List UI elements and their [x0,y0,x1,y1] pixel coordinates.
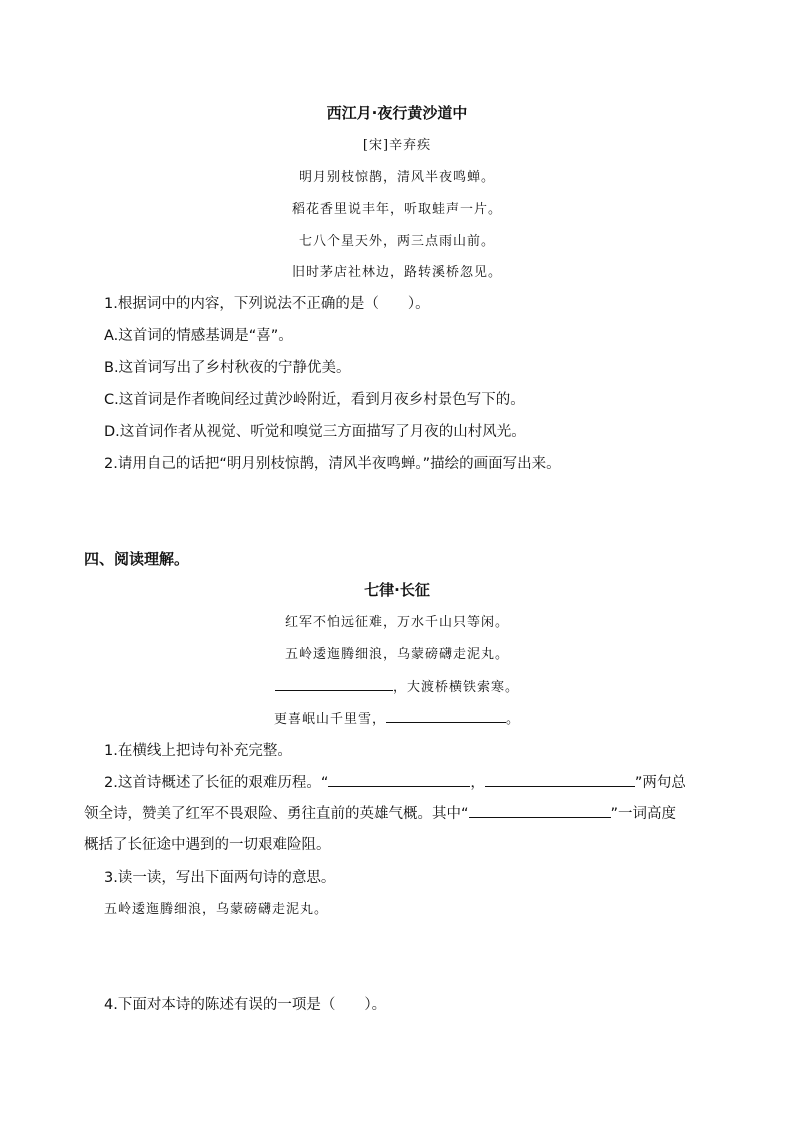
poem-title: 西江月·夜行黄沙道中 [326,104,468,122]
question-2-line-1 [104,771,686,792]
option-a: A.这首词的情感基调是“喜”。 [104,328,293,344]
poem-line: 明月别枝惊鹊，清风半夜鸣蝉。 [298,170,495,185]
poem-line: 五岭逶迤腾细浪，乌蒙磅礴走泥丸。 [284,647,509,662]
poem-line: 七八个星天外，两三点雨山前。 [298,234,495,249]
poem-line: 旧时茅店社林边，路转溪桥忽见。 [291,265,502,280]
question-text: ”两句总 [634,775,686,791]
question-2-line-2 [84,802,676,823]
option-d: D.这首词作者从视觉、听觉和嗅觉三方面描写了月夜的山村风光。 [104,424,526,440]
question-text: 2.这首诗概述了长征的艰难历程。“ [104,775,329,791]
fill-blank[interactable] [275,676,393,691]
question-text: ， [470,775,485,791]
poem-line [0,708,794,727]
fill-blank[interactable] [485,772,635,787]
poem-line [0,676,794,695]
section-heading: 四、阅读理解。 [84,550,190,568]
poem-title: 七律·长征 [364,581,430,599]
question-3: 3.读一读，写出下面两句诗的意思。 [104,870,336,886]
poem-line: 稻花香里说丰年，听取蛙声一片。 [291,202,502,217]
option-c: C.这首词是作者晚间经过黄沙岭附近，看到月夜乡村景色写下的。 [104,392,525,408]
poem-line-tail: 。 [506,712,521,727]
fill-blank[interactable] [328,772,470,787]
quoted-lines: 五岭逶迤腾细浪，乌蒙磅礴走泥丸。 [104,902,329,917]
question-4: 4.下面对本诗的陈述有误的一项是（ ）。 [104,997,387,1013]
poem-line-tail: ，大渡桥横铁索寒。 [392,680,519,695]
fill-blank[interactable] [469,803,611,818]
question-text: 领全诗，赞美了红军不畏艰险、勇往直前的英雄气概。其中“ [84,806,469,822]
poem-line: 红军不怕远征难，万水千山只等闲。 [284,615,509,630]
option-b: B.这首词写出了乡村秋夜的宁静优美。 [104,360,351,376]
question-2-line-3: 概括了长征途中遇到的一切艰难险阻。 [84,837,331,853]
poem-author: [宋]辛弃疾 [362,138,432,153]
question-2: 2.请用自己的话把“明月别枝惊鹊，清风半夜鸣蝉。”描绘的画面写出来。 [104,456,561,472]
fill-blank[interactable] [386,708,506,723]
question-1: 1.根据词中的内容，下列说法不正确的是（ ）。 [104,296,430,312]
question-1: 1.在横线上把诗句补充完整。 [104,743,292,759]
poem-line-head: 更喜岷山千里雪， [273,712,386,727]
question-text: ”一词高度 [610,806,677,822]
